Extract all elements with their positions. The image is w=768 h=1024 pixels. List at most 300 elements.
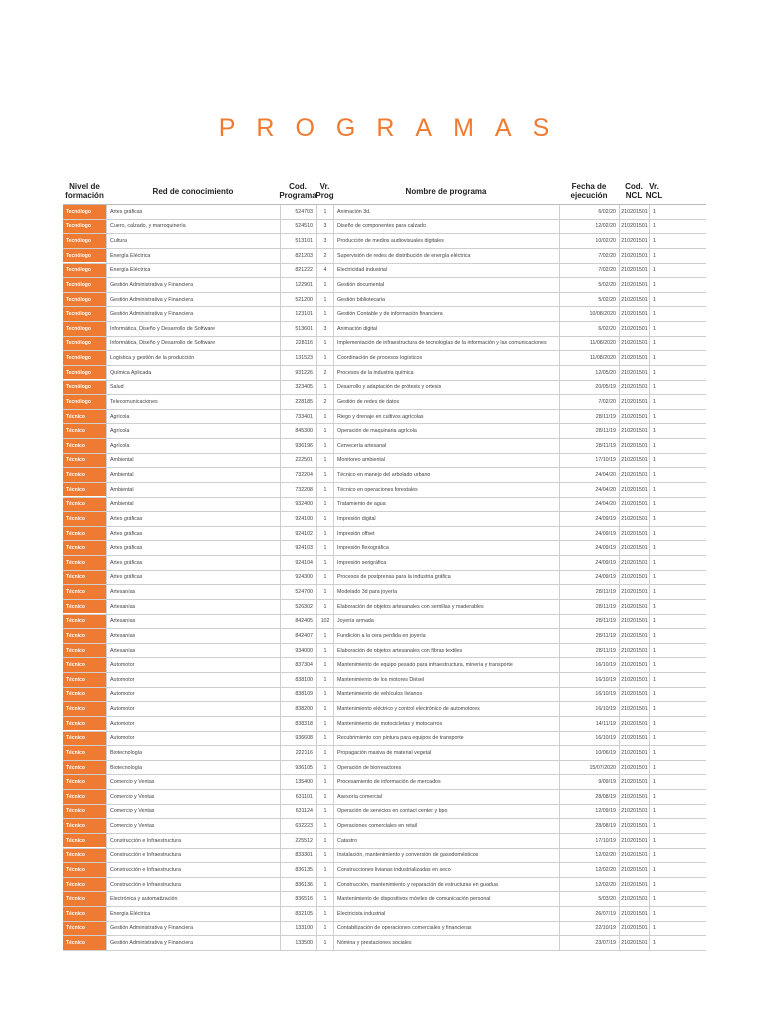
cod-ncl-cell: 210201501 (619, 205, 649, 219)
cod-ncl-cell: 210201501 (619, 761, 649, 775)
vr-ncl-cell: 1 (649, 351, 659, 365)
vr-ncl-cell: 1 (649, 907, 659, 921)
nombre-cell: Coordinación de procesos logísticos (333, 351, 559, 365)
vr-prog-cell: 2 (316, 395, 333, 409)
cod-ncl-cell: 210201501 (619, 278, 649, 292)
red-cell: Gestión Administrativa y Financiera (106, 307, 280, 321)
vr-prog-cell: 1 (316, 922, 333, 936)
nivel-badge: Tecnólogo (63, 351, 106, 365)
nombre-cell: Contabilización de operaciones comerciales y financieras (333, 922, 559, 936)
cod-programa-cell: 936608 (280, 732, 316, 746)
cod-ncl-cell: 210201501 (619, 658, 649, 672)
table-row (63, 585, 706, 600)
nombre-cell: Mantenimiento de equipo pesado para infraestructura, minería y transporte (333, 658, 559, 672)
vr-ncl-cell: 1 (649, 205, 659, 219)
red-cell: Comercio y Ventas (106, 805, 280, 819)
fecha-cell: 26/07/19 (559, 907, 619, 921)
cod-ncl-cell: 210201501 (619, 556, 649, 570)
nombre-cell: Operación de biorreactores (333, 761, 559, 775)
red-cell: Comercio y Ventas (106, 775, 280, 789)
nombre-cell: Elaboración de objetos artesanales con fibras textiles (333, 644, 559, 658)
fecha-cell: 28/11/19 (559, 410, 619, 424)
cod-programa-cell: 323405 (280, 381, 316, 395)
cod-ncl-cell: 210201501 (619, 922, 649, 936)
nivel-badge: Técnico (63, 512, 106, 526)
vr-ncl-cell: 1 (649, 556, 659, 570)
cod-ncl-cell: 210201501 (619, 366, 649, 380)
vr-prog-cell: 3 (316, 322, 333, 336)
nivel-badge: Técnico (63, 805, 106, 819)
vr-prog-cell: 1 (316, 688, 333, 702)
nombre-cell: Impresión digital (333, 512, 559, 526)
cod-ncl-cell: 210201501 (619, 307, 649, 321)
vr-prog-cell: 1 (316, 863, 333, 877)
nombre-cell: Animación 3d. (333, 205, 559, 219)
table-row (63, 307, 706, 322)
fecha-cell: 24/04/20 (559, 468, 619, 482)
nombre-cell: Procesamiento de información de mercados (333, 775, 559, 789)
cod-ncl-cell: 210201501 (619, 512, 649, 526)
nombre-cell: Operación de maquinaria agrícola (333, 424, 559, 438)
cod-ncl-cell: 210201501 (619, 849, 649, 863)
vr-prog-cell: 1 (316, 293, 333, 307)
cod-ncl-cell: 210201501 (619, 892, 649, 906)
nivel-badge: Tecnólogo (63, 264, 106, 278)
vr-ncl-cell: 1 (649, 629, 659, 643)
nombre-cell: Impresión serigráfica (333, 556, 559, 570)
nombre-cell: Diseño de componentes para calzado (333, 220, 559, 234)
cod-programa-cell: 631101 (280, 790, 316, 804)
fecha-cell: 12/05/20 (559, 366, 619, 380)
nivel-badge: Tecnólogo (63, 322, 106, 336)
vr-ncl-cell: 1 (649, 322, 659, 336)
nivel-badge: Técnico (63, 454, 106, 468)
cod-ncl-cell: 210201501 (619, 410, 649, 424)
cod-programa-cell: 228185 (280, 395, 316, 409)
red-cell: Artesanías (106, 585, 280, 599)
cod-programa-cell: 836135 (280, 863, 316, 877)
table-row (63, 790, 706, 805)
fecha-cell: 24/09/19 (559, 541, 619, 555)
cod-ncl-cell: 210201501 (619, 351, 649, 365)
red-cell: Comercio y Ventas (106, 790, 280, 804)
table-row (63, 878, 706, 893)
cod-programa-cell: 733401 (280, 410, 316, 424)
fecha-cell: 28/11/19 (559, 424, 619, 438)
table-row (63, 805, 706, 820)
fecha-cell: 24/04/20 (559, 483, 619, 497)
vr-ncl-cell: 1 (649, 819, 659, 833)
cod-programa-cell: 836136 (280, 878, 316, 892)
fecha-cell: 28/11/19 (559, 644, 619, 658)
vr-ncl-cell: 1 (649, 424, 659, 438)
table-row (63, 600, 706, 615)
table-row (63, 863, 706, 878)
table-row (63, 936, 706, 951)
cod-programa-cell: 838200 (280, 702, 316, 716)
table-row (63, 351, 706, 366)
cod-ncl-cell: 210201501 (619, 527, 649, 541)
nombre-cell: Implementación de infraestructura de tecnologías de la información y las comunicaciones (333, 337, 559, 351)
nombre-cell: Gestión Contable y de información financiera (333, 307, 559, 321)
cod-programa-cell: 934000 (280, 644, 316, 658)
nivel-badge: Técnico (63, 615, 106, 629)
red-cell: Automotor (106, 658, 280, 672)
vr-prog-cell: 1 (316, 278, 333, 292)
vr-ncl-cell: 1 (649, 395, 659, 409)
vr-prog-cell: 1 (316, 585, 333, 599)
cod-programa-cell: 932400 (280, 498, 316, 512)
vr-ncl-cell: 1 (649, 600, 659, 614)
cod-ncl-cell: 210201501 (619, 264, 649, 278)
red-cell: Gestión Administrativa y Financiera (106, 293, 280, 307)
table-row (63, 907, 706, 922)
nivel-badge: Tecnólogo (63, 234, 106, 248)
nivel-badge: Técnico (63, 907, 106, 921)
vr-prog-cell: 102 (316, 615, 333, 629)
vr-ncl-cell: 1 (649, 761, 659, 775)
vr-ncl-cell: 1 (649, 454, 659, 468)
nivel-badge: Técnico (63, 483, 106, 497)
table-row (63, 615, 706, 630)
cod-programa-cell: 845300 (280, 424, 316, 438)
red-cell: Cuero, calzado, y marroquinería (106, 220, 280, 234)
table-row (63, 439, 706, 454)
nombre-cell: Asesoría comercial (333, 790, 559, 804)
header-fecha: Fecha de ejecución (570, 182, 608, 200)
cod-programa-cell: 838100 (280, 673, 316, 687)
vr-prog-cell: 1 (316, 790, 333, 804)
table-row (63, 468, 706, 483)
fecha-cell: 10/02/20 (559, 234, 619, 248)
red-cell: Automotor (106, 688, 280, 702)
table-row (63, 512, 706, 527)
cod-programa-cell: 521200 (280, 293, 316, 307)
vr-prog-cell: 1 (316, 439, 333, 453)
nivel-badge: Técnico (63, 717, 106, 731)
cod-programa-cell: 832105 (280, 907, 316, 921)
red-cell: Electrónica y automatización (106, 892, 280, 906)
nivel-badge: Técnico (63, 849, 106, 863)
table-row (63, 498, 706, 513)
vr-ncl-cell: 1 (649, 571, 659, 585)
cod-programa-cell: 631124 (280, 805, 316, 819)
nombre-cell: Técnico en operaciones forestales (333, 483, 559, 497)
cod-ncl-cell: 210201501 (619, 541, 649, 555)
table-row (63, 322, 706, 337)
vr-ncl-cell: 1 (649, 541, 659, 555)
table-row (63, 264, 706, 279)
cod-ncl-cell: 210201501 (619, 483, 649, 497)
red-cell: Artesanías (106, 600, 280, 614)
cod-ncl-cell: 210201501 (619, 805, 649, 819)
red-cell: Biotecnología (106, 746, 280, 760)
cod-programa-cell: 821222 (280, 264, 316, 278)
nombre-cell: Operación de servicios en contact center y bpo (333, 805, 559, 819)
red-cell: Construcción e Infraestructura (106, 849, 280, 863)
cod-ncl-cell: 210201501 (619, 337, 649, 351)
fecha-cell: 5/02/20 (559, 278, 619, 292)
table-row (63, 424, 706, 439)
nivel-badge: Técnico (63, 658, 106, 672)
cod-programa-cell: 842405 (280, 615, 316, 629)
nivel-badge: Técnico (63, 892, 106, 906)
fecha-cell: 24/09/19 (559, 527, 619, 541)
cod-programa-cell: 122901 (280, 278, 316, 292)
fecha-cell: 7/02/20 (559, 395, 619, 409)
nombre-cell: Desarrollo y adaptación de prótesis y ortesis (333, 381, 559, 395)
vr-ncl-cell: 1 (649, 410, 659, 424)
cod-programa-cell: 131523 (280, 351, 316, 365)
vr-ncl-cell: 1 (649, 732, 659, 746)
red-cell: Construcción e Infraestructura (106, 878, 280, 892)
vr-prog-cell: 1 (316, 717, 333, 731)
vr-prog-cell: 1 (316, 556, 333, 570)
fecha-cell: 28/08/19 (559, 819, 619, 833)
cod-programa-cell: 513101 (280, 234, 316, 248)
fecha-cell: 12/02/20 (559, 863, 619, 877)
vr-ncl-cell: 1 (649, 775, 659, 789)
vr-prog-cell: 1 (316, 571, 333, 585)
table-row (63, 892, 706, 907)
nombre-cell: Elaboración de objetos artesanales con semillas y maderables (333, 600, 559, 614)
nivel-badge: Técnico (63, 673, 106, 687)
table-header (63, 178, 706, 205)
cod-programa-cell: 228116 (280, 337, 316, 351)
nombre-cell: Técnico en manejo del arbolado urbano (333, 468, 559, 482)
nombre-cell: Mantenimiento de motocicletas y motocarros (333, 717, 559, 731)
red-cell: Gestión Administrativa y Financiera (106, 922, 280, 936)
table-row (63, 337, 706, 352)
nombre-cell: Modelado 3d para joyería (333, 585, 559, 599)
nivel-badge: Tecnólogo (63, 278, 106, 292)
vr-prog-cell: 1 (316, 936, 333, 950)
nivel-badge: Técnico (63, 600, 106, 614)
table-row (63, 746, 706, 761)
fecha-cell: 7/02/20 (559, 249, 619, 263)
header-vr-prog: Vr. Prog (315, 182, 334, 200)
table-row (63, 688, 706, 703)
red-cell: Construcción e Infraestructura (106, 863, 280, 877)
table-row (63, 381, 706, 396)
nombre-cell: Instalación, mantenimiento y conversión de gasodomésticos (333, 849, 559, 863)
fecha-cell: 24/09/19 (559, 556, 619, 570)
vr-prog-cell: 2 (316, 366, 333, 380)
vr-ncl-cell: 1 (649, 278, 659, 292)
nombre-cell: Construcción, mantenimiento y reparación de estructuras en guadua (333, 878, 559, 892)
vr-ncl-cell: 1 (649, 892, 659, 906)
table-row (63, 395, 706, 410)
vr-prog-cell: 1 (316, 819, 333, 833)
vr-prog-cell: 1 (316, 512, 333, 526)
vr-prog-cell: 1 (316, 454, 333, 468)
table-row (63, 249, 706, 264)
vr-ncl-cell: 1 (649, 834, 659, 848)
fecha-cell: 22/10/19 (559, 922, 619, 936)
vr-prog-cell: 1 (316, 732, 333, 746)
nivel-badge: Técnico (63, 527, 106, 541)
red-cell: Artes gráficas (106, 527, 280, 541)
fecha-cell: 10/08/2020 (559, 307, 619, 321)
table-row (63, 717, 706, 732)
cod-programa-cell: 837304 (280, 658, 316, 672)
cod-ncl-cell: 210201501 (619, 498, 649, 512)
table-row (63, 220, 706, 235)
nombre-cell: Catastro (333, 834, 559, 848)
nombre-cell: Cervecería artesanal (333, 439, 559, 453)
nombre-cell: Riego y drenaje en cultivos agrícolas (333, 410, 559, 424)
nivel-badge: Tecnólogo (63, 220, 106, 234)
fecha-cell: 28/11/19 (559, 600, 619, 614)
fecha-cell: 16/10/19 (559, 688, 619, 702)
cod-programa-cell: 123101 (280, 307, 316, 321)
table-row (63, 410, 706, 425)
vr-prog-cell: 1 (316, 629, 333, 643)
fecha-cell: 12/09/19 (559, 805, 619, 819)
cod-ncl-cell: 210201501 (619, 717, 649, 731)
table-row (63, 732, 706, 747)
vr-prog-cell: 3 (316, 234, 333, 248)
fecha-cell: 16/10/19 (559, 702, 619, 716)
red-cell: Artesanías (106, 615, 280, 629)
vr-ncl-cell: 1 (649, 688, 659, 702)
cod-programa-cell: 821203 (280, 249, 316, 263)
nivel-badge: Técnico (63, 688, 106, 702)
cod-ncl-cell: 210201501 (619, 293, 649, 307)
red-cell: Salud (106, 381, 280, 395)
table-row (63, 454, 706, 469)
fecha-cell: 6/02/20 (559, 322, 619, 336)
header-nivel: Nivel de formación (65, 182, 104, 200)
cod-programa-cell: 732208 (280, 483, 316, 497)
vr-prog-cell: 1 (316, 673, 333, 687)
vr-ncl-cell: 1 (649, 805, 659, 819)
fecha-cell: 16/10/19 (559, 658, 619, 672)
nombre-cell: Procesos de postprensa para la industria gráfica (333, 571, 559, 585)
nombre-cell: Mantenimiento de los motores Diésel (333, 673, 559, 687)
nivel-badge: Tecnólogo (63, 293, 106, 307)
table-row (63, 541, 706, 556)
cod-ncl-cell: 210201501 (619, 454, 649, 468)
vr-ncl-cell: 1 (649, 658, 659, 672)
cod-ncl-cell: 210201501 (619, 468, 649, 482)
nivel-badge: Técnico (63, 922, 106, 936)
vr-ncl-cell: 1 (649, 863, 659, 877)
red-cell: Ambiental (106, 468, 280, 482)
nombre-cell: Electricista industrial (333, 907, 559, 921)
red-cell: Agrícola (106, 439, 280, 453)
vr-ncl-cell: 1 (649, 249, 659, 263)
red-cell: Artesanías (106, 629, 280, 643)
nivel-badge: Tecnólogo (63, 366, 106, 380)
nivel-badge: Tecnólogo (63, 381, 106, 395)
vr-prog-cell: 1 (316, 600, 333, 614)
red-cell: Cultura (106, 234, 280, 248)
nombre-cell: Mantenimiento de dispositivos móviles de comunicación personal (333, 892, 559, 906)
cod-programa-cell: 842407 (280, 629, 316, 643)
cod-programa-cell: 133500 (280, 936, 316, 950)
vr-prog-cell: 1 (316, 337, 333, 351)
cod-ncl-cell: 210201501 (619, 863, 649, 877)
nombre-cell: Construcciones livianas industrializadas en seco (333, 863, 559, 877)
red-cell: Biotecnología (106, 761, 280, 775)
vr-ncl-cell: 1 (649, 468, 659, 482)
vr-ncl-cell: 1 (649, 483, 659, 497)
vr-ncl-cell: 1 (649, 790, 659, 804)
fecha-cell: 28/11/19 (559, 585, 619, 599)
vr-prog-cell: 1 (316, 834, 333, 848)
cod-programa-cell: 936196 (280, 439, 316, 453)
red-cell: Automotor (106, 673, 280, 687)
nombre-cell: Procesos de la industria química (333, 366, 559, 380)
fecha-cell: 24/04/20 (559, 498, 619, 512)
vr-ncl-cell: 1 (649, 366, 659, 380)
fecha-cell: 17/10/19 (559, 834, 619, 848)
cod-ncl-cell: 210201501 (619, 395, 649, 409)
fecha-cell: 12/02/20 (559, 220, 619, 234)
cod-ncl-cell: 210201501 (619, 424, 649, 438)
red-cell: Gestión Administrativa y Financiera (106, 936, 280, 950)
fecha-cell: 24/09/19 (559, 512, 619, 526)
cod-ncl-cell: 210201501 (619, 688, 649, 702)
fecha-cell: 11/08/2020 (559, 351, 619, 365)
cod-programa-cell: 836516 (280, 892, 316, 906)
nivel-badge: Técnico (63, 863, 106, 877)
vr-prog-cell: 1 (316, 483, 333, 497)
cod-programa-cell: 513601 (280, 322, 316, 336)
nombre-cell: Fundición a la cera perdida en joyería (333, 629, 559, 643)
header-cod-programa: Cod. Programa (279, 182, 317, 200)
programs-table (63, 178, 706, 951)
table-row (63, 775, 706, 790)
table-row (63, 556, 706, 571)
red-cell: Logística y gestión de la producción (106, 351, 280, 365)
fecha-cell: 28/11/19 (559, 615, 619, 629)
vr-prog-cell: 1 (316, 541, 333, 555)
fecha-cell: 24/09/19 (559, 571, 619, 585)
vr-prog-cell: 1 (316, 468, 333, 482)
nombre-cell: Gestión de redes de datos (333, 395, 559, 409)
red-cell: Energía Eléctrica (106, 249, 280, 263)
nombre-cell: Mantenimiento eléctrico y control electrónico de automotores (333, 702, 559, 716)
nombre-cell: Supervisión de redes de distribución de energía eléctrica (333, 249, 559, 263)
nivel-badge: Técnico (63, 775, 106, 789)
vr-prog-cell: 1 (316, 761, 333, 775)
cod-programa-cell: 924104 (280, 556, 316, 570)
vr-ncl-cell: 1 (649, 512, 659, 526)
cod-ncl-cell: 210201501 (619, 234, 649, 248)
cod-programa-cell: 524700 (280, 585, 316, 599)
fecha-cell: 20/05/19 (559, 381, 619, 395)
red-cell: Energía Eléctrica (106, 907, 280, 921)
vr-prog-cell: 1 (316, 775, 333, 789)
cod-ncl-cell: 210201501 (619, 834, 649, 848)
header-cod-ncl: Cod. NCL (625, 182, 643, 200)
nombre-cell: Tratamiento de agua (333, 498, 559, 512)
vr-prog-cell: 1 (316, 351, 333, 365)
nombre-cell: Producción de medios audiovisuales digitales (333, 234, 559, 248)
vr-ncl-cell: 1 (649, 702, 659, 716)
nombre-cell: Electricidad industrial (333, 264, 559, 278)
table-row (63, 849, 706, 864)
cod-ncl-cell: 210201501 (619, 878, 649, 892)
table-row (63, 527, 706, 542)
table-body (63, 205, 706, 951)
table-row (63, 483, 706, 498)
table-row (63, 205, 706, 220)
nivel-badge: Tecnólogo (63, 395, 106, 409)
nivel-badge: Técnico (63, 644, 106, 658)
